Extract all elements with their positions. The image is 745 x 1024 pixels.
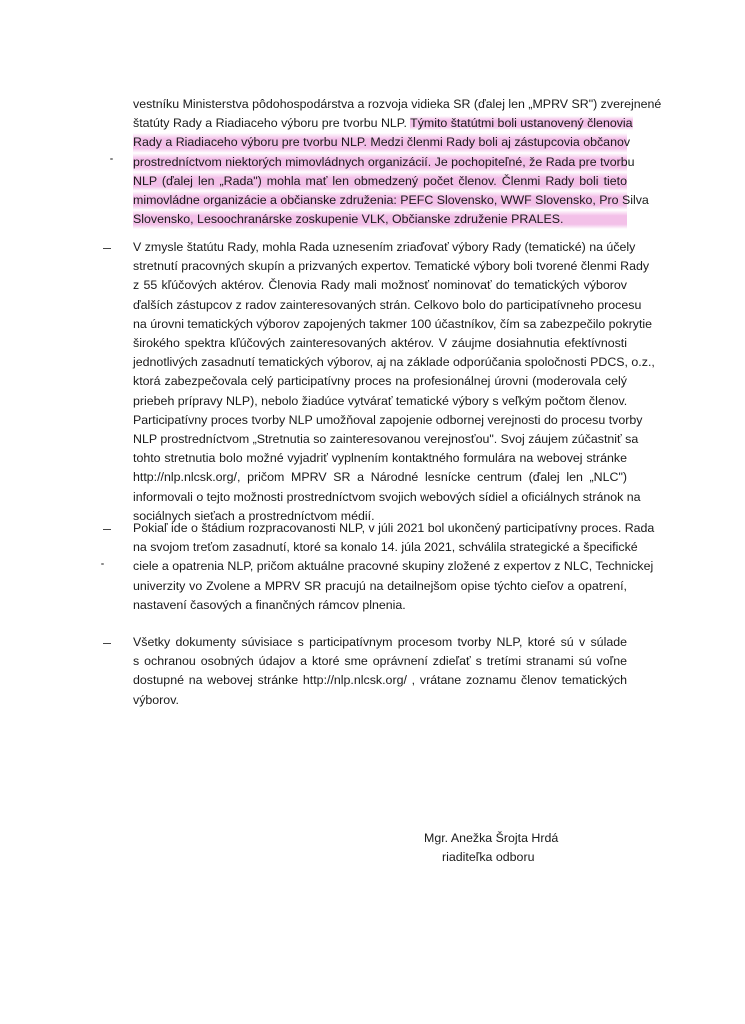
text-line: ktorá zabezpečovala celý participatívny proces na profesionálnej úrovni (moderovala celý <box>133 374 627 389</box>
signature-name: Mgr. Anežka Šrojta Hrdá <box>424 831 559 845</box>
text-line: výborov. <box>133 692 179 707</box>
bullet-dash <box>103 248 111 249</box>
text-line: tohto stretnutia bolo možné vyjadriť vyplnením kontaktného formulára na webovej stránke <box>133 451 627 466</box>
highlighted-line: Slovensko, Lesoochranárske zoskupenie VLK, Občianske združenie PRALES. <box>133 210 627 229</box>
text-line: V zmysle štatútu Rady, mohla Rada uznesením zriaďovať výbory Rady (tematické) na účely <box>133 240 636 254</box>
text-line: dostupné na webovej stránke http://nlp.nlcsk.org/ , vrátane zoznamu členov tematických <box>133 673 627 688</box>
paragraph-thematic-committees <box>133 238 655 526</box>
bullet-dash <box>103 643 111 644</box>
text-line <box>133 114 633 133</box>
text-line: na úrovni tematických výborov zapojených takmer 100 účastníkov, čím sa zabezpečilo pokrytie <box>133 316 653 331</box>
text-line: jednotlivých zasadnutí tematických výborov, aj na základe odporúčania spoločnosti PDCS, o.z., <box>133 355 655 370</box>
highlighted-line: prostredníctvom niektorých mimovládnych organizácií. Je pochopiteľné, že Rada pre tvorbu <box>133 153 627 172</box>
text-line: z 55 kľúčových aktérov. Členovia Rady mali možnosť nominovať do tematických výborov <box>133 278 627 293</box>
highlighted-line: NLP (ďalej len „Rada") mohla mať len obmedzený počet členov. Členmi Rady boli tieto <box>133 172 627 191</box>
bullet-dash <box>103 529 111 530</box>
text-line: priebeh prípravy NLP), nebolo žiadúce vytvárať tematické výbory s veľkým počtom členov. <box>133 393 628 408</box>
text-line: na svojom treťom zasadnutí, ktoré sa konalo 14. júla 2021, schválila strategické a špecifické <box>133 540 638 555</box>
paragraph-development-stage <box>133 519 655 615</box>
text-line: širokého spektra kľúčových zainteresovaných aktérov. V záujme dosiahnutia efektívnosti <box>133 336 627 351</box>
text-line: vestníku Ministerstva pôdohospodárstva a rozvoja vidieka SR (ďalej len „MPRV SR") zverejnené <box>133 97 662 111</box>
text-line: ciele a opatrenia NLP, pričom aktuálne pracovné skupiny zložené z expertov z NLC, Technickej <box>133 559 654 574</box>
text-line: Všetky dokumenty súvisiace s participatívnym procesom tvorby NLP, ktoré sú v súlade <box>133 635 627 649</box>
text-line: s ochranou osobných údajov a ktoré sme oprávnení zdieľať s tretími stranami sú voľne <box>133 654 627 669</box>
scan-speck <box>101 563 104 565</box>
paragraph-council-statutes <box>133 95 662 229</box>
text-line: univerzity vo Zvolene a MPRV SR pracujú na detailnejšom opise týchto cieľov a opatrení, <box>133 578 627 593</box>
text-line: nastavení časových a finančných rámcov plnenia. <box>133 597 406 612</box>
text-line: sociálnych sieťach a prostredníctvom médií. <box>133 508 375 523</box>
text-line: Pokiaľ ide o štádium rozpracovanosti NLP, v júli 2021 bol ukončený participatívny proces. Rada <box>133 521 655 535</box>
signature-title: riaditeľka odboru <box>442 850 535 864</box>
paragraph-documents <box>133 633 627 710</box>
text-fragment: štatúty Rady a Riadiaceho výboru pre tvorbu NLP. <box>133 116 411 131</box>
highlighted-line: mimovládne organizácie a občianske združenia: PEFC Slovensko, WWF Slovensko, Pro Silva <box>133 191 627 210</box>
scan-speck <box>110 158 113 160</box>
text-line: stretnutí pracovných skupín a prizvaných expertov. Tematické výbory boli tvorené členmi Rady <box>133 259 650 274</box>
text-line: ďalších zástupcov z radov zainteresovaných strán. Celkovo bolo do participatívneho procesu <box>133 297 642 312</box>
text-line: Participatívny proces tvorby NLP umožňoval zapojenie odbornej verejnosti do procesu tvorby <box>133 412 643 427</box>
text-line: http://nlp.nlcsk.org/, pričom MPRV SR a Národné lesnícke centrum (ďalej len „NLC") <box>133 470 627 485</box>
text-line: informovali o tejto možnosti prostredníctvom svojich webových sídiel a oficiálnych stránok na <box>133 489 641 504</box>
highlighted-text: Týmito štatútmi boli ustanovený členovia <box>410 116 633 131</box>
highlighted-line: Rady a Riadiaceho výboru pre tvorbu NLP. Medzi členmi Rady boli aj zástupcovia občanov <box>133 133 627 152</box>
text-line: NLP prostredníctvom „Stretnutia so zainteresovanou verejnosťou". Svoj záujem zúčastniť sa <box>133 432 639 447</box>
